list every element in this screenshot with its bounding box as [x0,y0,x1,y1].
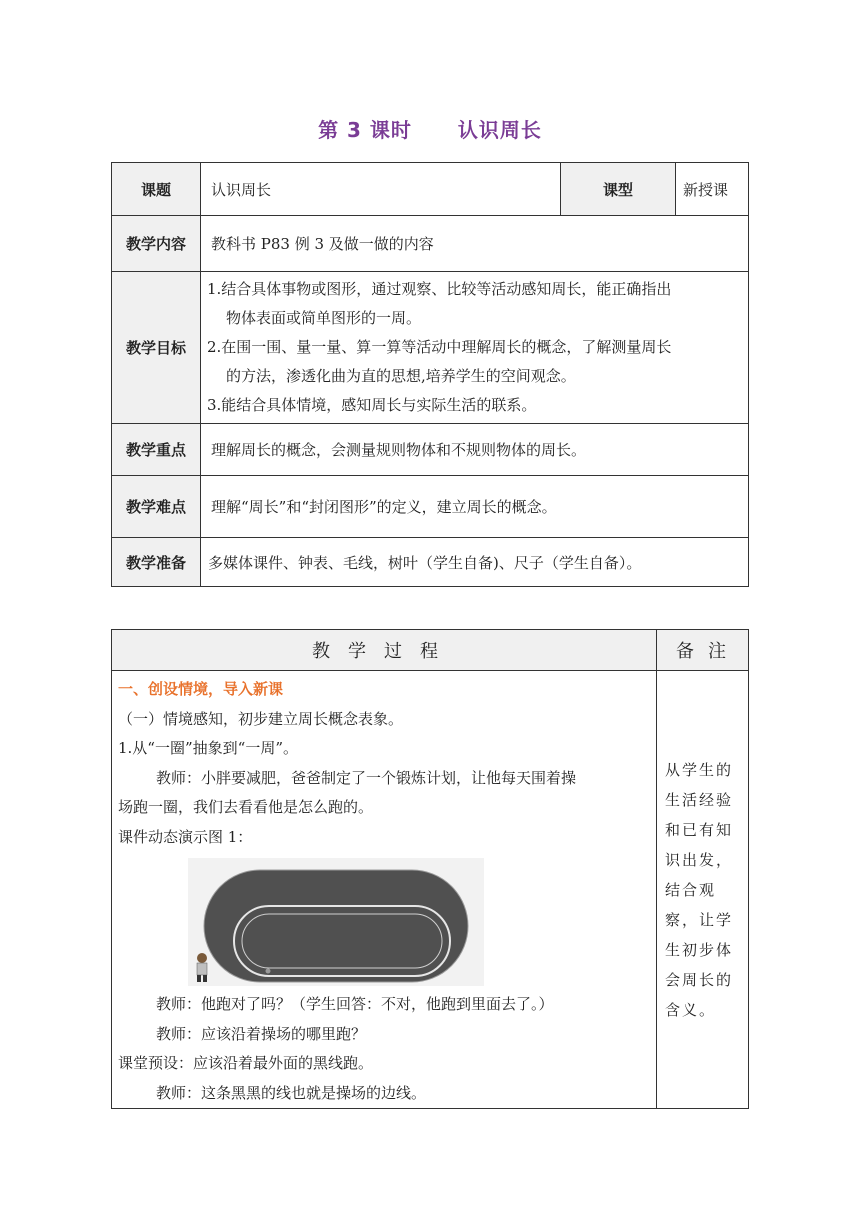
process-header: 教学过程 [112,630,657,671]
content-row [112,216,749,272]
running-track-image [188,858,484,986]
prep-row [112,538,749,587]
process-content [112,671,657,1109]
note-line: 生初步体 [665,940,734,959]
teacher-question: 教师：他跑对了吗？（学生回答：不对，他跑到里面去了。） [156,995,554,1013]
teacher-line-cont: 场跑一圈，我们去看看他是怎么跑的。 [118,798,374,816]
process-body-row [112,671,749,1109]
goal-line: 物体表面或简单图形的一周。 [226,309,422,327]
subject-row [112,163,749,216]
goals-label: 教学目标 [112,272,201,424]
note-line: 含义。 [665,1000,717,1019]
subject-label: 课题 [112,163,201,216]
teacher-line: 教师：小胖要减肥，爸爸制定了一个锻炼计划，让他每天围着操 [156,768,577,787]
subsection-heading: （一）情境感知，初步建立周长概念表象。 [118,709,404,728]
note-line: 察，让学 [665,910,734,929]
demo-caption: 课件动态演示图 1： [118,827,253,846]
note-line: 结合观 [665,880,717,899]
preset-answer: 课堂预设：应该沿着最外面的黑线跑。 [118,1054,374,1072]
difficulty-row [112,476,749,538]
page-title [0,114,860,143]
goals-list [201,272,749,424]
item-heading: 1.从“一圈”抽象到“一周”。 [118,739,298,757]
notes-column [657,671,749,1109]
note-line: 生活经验 [665,790,734,809]
difficulty-value: 理解“周长”和“封闭图形”的定义，建立周长的概念。 [201,476,749,538]
content-label: 教学内容 [112,216,201,272]
type-value: 新授课 [676,163,749,216]
teacher-statement: 教师：这条黑黑的线也就是操场的边线。 [156,1083,427,1102]
subject-value: 认识周长 [201,163,561,216]
difficulty-label: 教学难点 [112,476,201,538]
prep-label: 教学准备 [112,538,201,587]
notes-header: 备注 [657,630,749,671]
prep-value: 多媒体课件、钟表、毛线，树叶（学生自备)、尺子（学生自备）。 [201,538,749,587]
note-line: 从学生的 [665,760,734,779]
lesson-topic: 认识周长 [457,118,542,142]
teacher-question: 教师：应该沿着操场的哪里跑？ [156,1024,367,1043]
running-track-figure [188,858,484,986]
section-heading: 一、创设情境，导入新课 [118,680,284,698]
goal-line: 3.能结合具体情境，感知周长与实际生活的联系。 [207,396,537,414]
type-label: 课型 [561,163,676,216]
key-value: 理解周长的概念，会测量规则物体和不规则物体的周长。 [201,424,749,476]
lesson-info-table [111,162,749,587]
key-label: 教学重点 [112,424,201,476]
lesson-number: 第 3 课时 [318,118,412,142]
process-header-row [112,630,749,671]
process-table [111,629,749,1109]
key-row [112,424,749,476]
goals-row [112,272,749,424]
note-line: 会周长的 [665,970,734,989]
goal-line: 1.结合具体事物或图形，通过观察、比较等活动感知周长，能正确指出 [207,280,672,298]
note-line: 和已有知 [665,820,734,839]
content-value: 教科书 P83 例 3 及做一做的内容 [201,216,749,272]
goal-line: 2.在围一围、量一量、算一算等活动中理解周长的概念，了解测量周长 [207,338,672,356]
goal-line: 的方法，渗透化曲为直的思想,培养学生的空间观念。 [226,367,576,385]
note-line: 识出发， [665,850,734,869]
